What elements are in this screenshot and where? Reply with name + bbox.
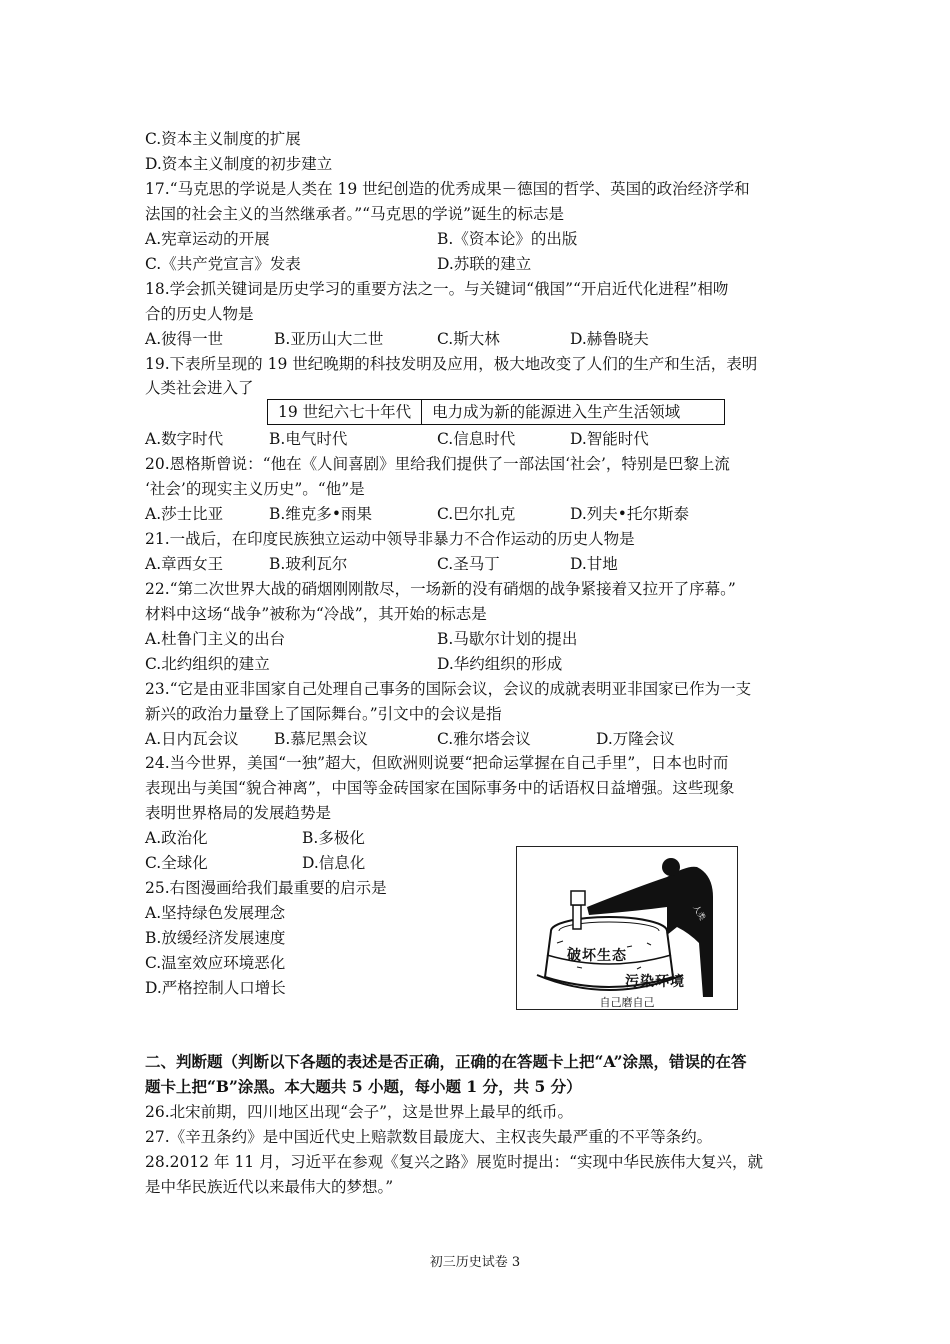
q18-option-c: C.斯大林 xyxy=(437,330,500,348)
q20-stem-line1: 20.恩格斯曾说：“他在《人间喜剧》里给我们提供了一部法国‘社会’，特别是巴黎上流 xyxy=(145,455,730,473)
q19-stem-line2: 人类社会进入了 xyxy=(145,379,254,397)
q19-option-a: A.数字时代 xyxy=(145,430,224,448)
q17-option-a: A.宪章运动的开展 xyxy=(145,230,270,248)
q28-statement-line2: 是中华民族近代以来最伟大的梦想。” xyxy=(145,1178,394,1196)
q22-stem-line2: 材料中这场“战争”被称为“冷战”，其开始的标志是 xyxy=(145,605,487,623)
q17-option-c: C.《共产党宣言》发表 xyxy=(145,255,301,273)
q18-option-d: D.赫鲁晓夫 xyxy=(570,330,649,348)
q23-option-d: D.万隆会议 xyxy=(596,730,675,748)
q22-option-d: D.华约组织的形成 xyxy=(437,655,563,673)
q18-stem-line2: 合的历史人物是 xyxy=(145,305,254,323)
figure-text: 人类 xyxy=(691,903,708,922)
q22-option-c: C.北约组织的建立 xyxy=(145,655,270,673)
q17-stem-line1: 17.“马克思的学说是人类在 19 世纪创造的优秀成果－德国的哲学、英国的政治经济学和 xyxy=(145,180,750,198)
q20-option-a: A.莎士比亚 xyxy=(145,505,224,523)
cartoon-caption: 自己磨自己 xyxy=(599,996,655,1009)
q21-stem-line1: 21.一战后，在印度民族独立运动中领导非暴力不合作运动的历史人物是 xyxy=(145,530,635,548)
q21-option-a: A.章西女王 xyxy=(145,555,224,573)
q20-option-d: D.列夫•托尔斯泰 xyxy=(570,505,689,523)
q20-option-c: C.巴尔扎克 xyxy=(437,505,516,523)
q24-stem-line3: 表明世界格局的发展趋势是 xyxy=(145,804,332,822)
q19-option-b: B.电气时代 xyxy=(269,430,348,448)
section2-title-line2: 题卡上把“B”涂黑。本大题共 5 小题，每小题 1 分，共 5 分） xyxy=(145,1077,582,1096)
q23-option-a: A.日内瓦会议 xyxy=(145,730,239,748)
q24-option-c: C.全球化 xyxy=(145,854,208,872)
q24-stem-line1: 24.当今世界，美国“一独”超大，但欧洲则说要“把命运掌握在自己手里”，日本也时而 xyxy=(145,754,729,772)
q22-option-b: B.马歇尔计划的提出 xyxy=(437,630,578,648)
q28-statement-line1: 28.2012 年 11 月，习近平在参观《复兴之路》展览时提出：“实现中华民族伟大复兴，就 xyxy=(145,1153,764,1171)
q23-option-c: C.雅尔塔会议 xyxy=(437,730,531,748)
q18-option-b: B.亚历山大二世 xyxy=(274,330,384,348)
q19-table-period: 19 世纪六七十年代 xyxy=(268,400,422,425)
q26-statement: 26.北宋前期，四川地区出现“会子”，这是世界上最早的纸币。 xyxy=(145,1103,574,1121)
q19-table-event: 电力成为新的能源进入生产生活领域 xyxy=(422,400,725,425)
q25-option-c: C.温室效应环境恶化 xyxy=(145,954,286,972)
q20-stem-line2: ‘社会’的现实主义历史”。“他”是 xyxy=(145,480,365,498)
q25-cartoon xyxy=(516,846,738,1010)
q19-option-d: D.智能时代 xyxy=(570,430,649,448)
q25-option-a: A.坚持绿色发展理念 xyxy=(145,904,286,922)
q18-stem-line1: 18.学会抓关键词是历史学习的重要方法之一。与关键词“俄国”“开启近代化进程”相吻 xyxy=(145,280,729,298)
q27-statement: 27.《辛丑条约》是中国近代史上赔款数目最庞大、主权丧失最严重的不平等条约。 xyxy=(145,1128,713,1146)
q21-option-c: C.圣马丁 xyxy=(437,555,500,573)
q18-option-a: A.彼得一世 xyxy=(145,330,224,348)
q21-option-b: B.玻利瓦尔 xyxy=(269,555,348,573)
q25-stem-line1: 25.右图漫画给我们最重要的启示是 xyxy=(145,879,387,897)
q21-option-d: D.甘地 xyxy=(570,555,618,573)
q24-option-d: D.信息化 xyxy=(302,854,366,872)
q17-option-d: D.苏联的建立 xyxy=(437,255,532,273)
q22-stem-line1: 22.“第二次世界大战的硝烟刚刚散尽，一场新的没有硝烟的战争紧接着又拉开了序幕。” xyxy=(145,580,736,598)
q23-stem-line2: 新兴的政治力量登上了国际舞台。”引文中的会议是指 xyxy=(145,705,502,723)
q16-option-d: D.资本主义制度的初步建立 xyxy=(145,155,333,173)
cartoon-text-ecology: 破坏生态 xyxy=(567,948,627,964)
q22-option-a: A.杜鲁门主义的出台 xyxy=(145,630,286,648)
q19-stem-line1: 19.下表所呈现的 19 世纪晚期的科技发明及应用，极大地改变了人们的生产和生活，表明 xyxy=(145,355,758,373)
q16-option-c: C.资本主义制度的扩展 xyxy=(145,130,301,148)
cartoon-text-pollution: 污染环境 xyxy=(625,974,685,990)
q20-option-b: B.维克多•雨果 xyxy=(269,505,372,523)
page-footer: 初三历史试卷 3 xyxy=(429,1255,521,1270)
q23-option-b: B.慕尼黑会议 xyxy=(274,730,368,748)
q24-option-a: A.政治化 xyxy=(145,829,208,847)
q19-table xyxy=(267,399,725,425)
q24-option-b: B.多极化 xyxy=(302,829,365,847)
q17-stem-line2: 法国的社会主义的当然继承者。”“马克思的学说”诞生的标志是 xyxy=(145,205,565,223)
q25-option-b: B.放缓经济发展速度 xyxy=(145,929,286,947)
section2-title-line1: 二、判断题（判断以下各题的表述是否正确，正确的在答题卡上把“A”涂黑，错误的在答 xyxy=(145,1052,747,1071)
q17-option-b: B.《资本论》的出版 xyxy=(437,230,578,248)
q19-option-c: C.信息时代 xyxy=(437,430,516,448)
q24-stem-line2: 表现出与美国“貌合神离”，中国等金砖国家在国际事务中的话语权日益增强。这些现象 xyxy=(145,779,735,797)
q23-stem-line1: 23.“它是由亚非国家自己处理自己事务的国际会议，会议的成就表明亚非国家已作为一支 xyxy=(145,680,752,698)
q25-option-d: D.严格控制人口增长 xyxy=(145,979,286,997)
